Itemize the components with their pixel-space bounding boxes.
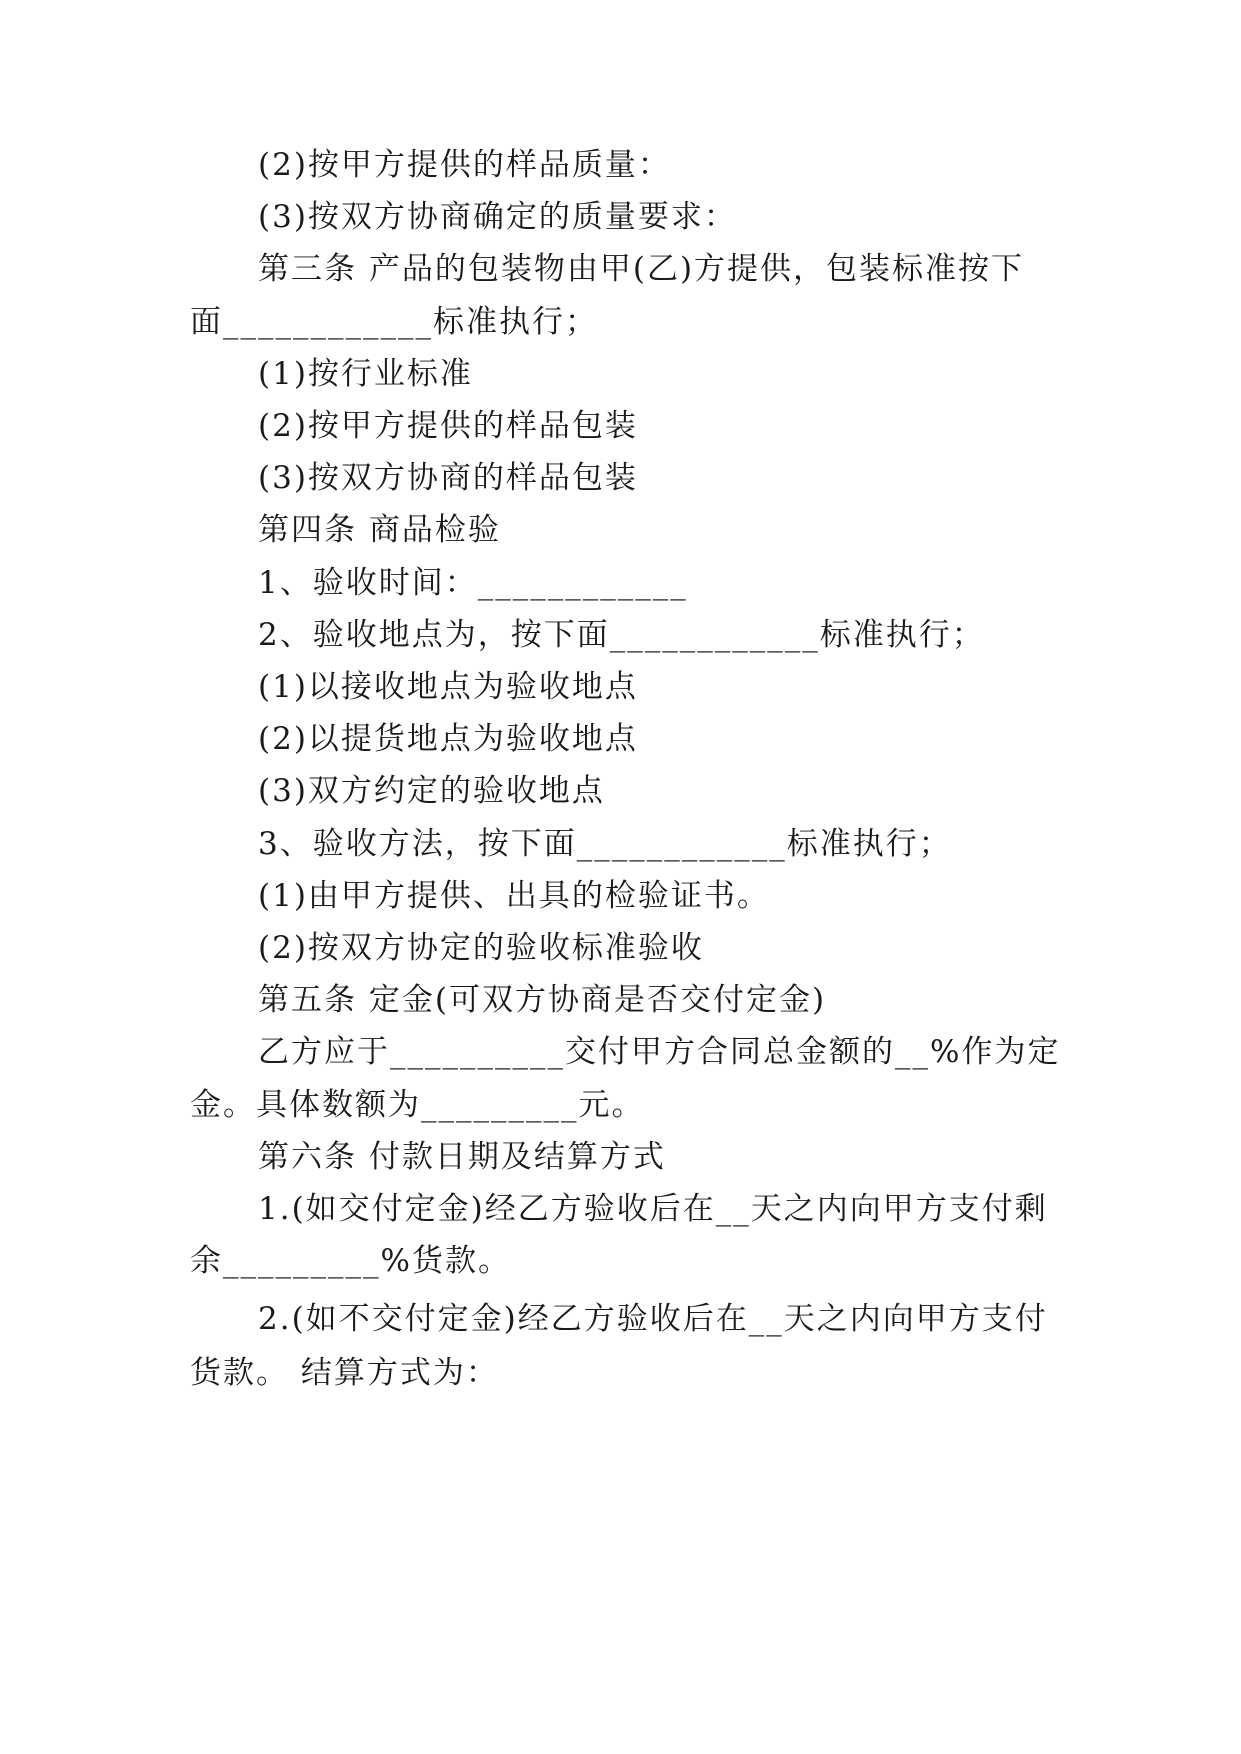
clause-line: 2.(如不交付定金)经乙方验收后在__天之内向甲方支付 [258, 1301, 1048, 1337]
clause-line: 1、验收时间：____________ [258, 565, 688, 601]
clause-line: 金。具体数额为_________元。 [190, 1087, 645, 1123]
clause-line: (2)按甲方提供的样品包装 [258, 408, 638, 444]
clause-line: (2)按甲方提供的样品质量： [258, 147, 671, 183]
article-3-heading: 第三条 产品的包装物由甲(乙)方提供，包装标准按下 [258, 251, 1025, 287]
clause-line: (1)以接收地点为验收地点 [258, 669, 638, 705]
clause-line: (3)按双方协商的样品包装 [258, 460, 638, 496]
clause-line: 乙方应于__________交付甲方合同总金额的__%作为定 [258, 1034, 1061, 1070]
clause-line: 3、验收方法，按下面____________标准执行； [258, 826, 952, 862]
clause-line: (1)由甲方提供、出具的检验证书。 [258, 878, 770, 914]
clause-line: (1)按行业标准 [258, 356, 473, 392]
article-6-heading: 第六条 付款日期及结算方式 [258, 1139, 666, 1175]
clause-line: 货款。 结算方式为： [190, 1355, 499, 1391]
clause-line: 面____________标准执行； [190, 304, 598, 340]
article-4-heading: 第四条 商品检验 [258, 512, 501, 548]
clause-line: 余_________%货款。 [190, 1243, 511, 1279]
clause-line: 1.(如交付定金)经乙方验收后在__天之内向甲方支付剩 [258, 1191, 1048, 1227]
clause-line: (3)按双方协商确定的质量要求： [258, 199, 737, 235]
clause-line: (3)双方约定的验收地点 [258, 773, 605, 809]
clause-line: (2)按双方协定的验收标准验收 [258, 930, 704, 966]
clause-line: 2、验收地点为，按下面____________标准执行； [258, 617, 985, 653]
clause-line: (2)以提货地点为验收地点 [258, 721, 638, 757]
article-5-heading: 第五条 定金(可双方协商是否交付定金) [258, 982, 827, 1018]
